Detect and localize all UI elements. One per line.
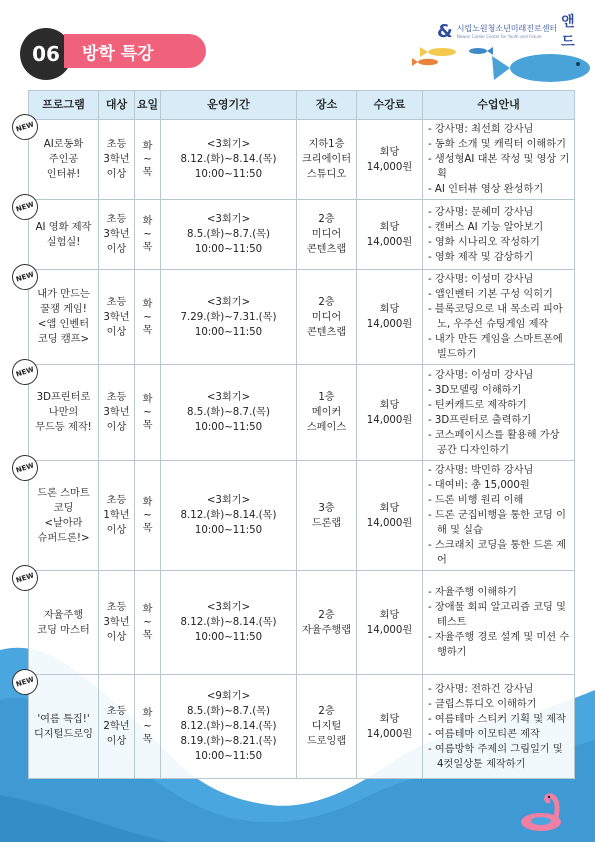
days-line: 화 bbox=[142, 604, 153, 615]
place-cell bbox=[297, 120, 357, 200]
fish-blue-small-icon bbox=[469, 47, 493, 55]
column-header: 대상 bbox=[99, 91, 135, 120]
fee-line: 14,000원 bbox=[366, 728, 413, 740]
logo-sub-text: Nowon Career Center for Youth and Future bbox=[456, 34, 542, 39]
period-cell bbox=[161, 200, 297, 270]
program-line: 디지털드로잉 bbox=[33, 728, 94, 740]
fee-line: 14,000원 bbox=[366, 236, 413, 248]
place-line: 2층 bbox=[318, 296, 335, 308]
period-line: 7.29.(화)~7.31.(목) bbox=[180, 311, 277, 323]
target-line: 이상 bbox=[106, 326, 127, 338]
days-line: ~ bbox=[143, 229, 152, 240]
info-line: - 앱인벤터 기본 구성 익히기 bbox=[428, 289, 553, 300]
page-header bbox=[0, 0, 595, 90]
program-line: 슈퍼드론!> bbox=[37, 532, 90, 544]
days-line: 목 bbox=[142, 167, 153, 178]
info-line: - 코스페이시스를 활용해 가상 공간 디자인하기 bbox=[428, 429, 560, 456]
target-line: 3학년 bbox=[103, 617, 130, 628]
table-row bbox=[29, 365, 575, 461]
table-row bbox=[29, 120, 575, 200]
days-line: 목 bbox=[142, 242, 153, 253]
fee-cell bbox=[357, 365, 423, 461]
days-line: ~ bbox=[143, 407, 152, 418]
period-cell bbox=[161, 120, 297, 200]
program-line: 3D프린터로 bbox=[36, 392, 91, 403]
fee-line: 회당 bbox=[379, 502, 400, 514]
place-line: 2층 bbox=[318, 706, 335, 717]
program-line: 꿀잼 게임! bbox=[40, 304, 87, 315]
table-row bbox=[29, 675, 575, 779]
info-line: - AI 인터뷰 영상 완성하기 bbox=[428, 184, 544, 195]
place-line: 3층 bbox=[318, 502, 335, 514]
fee-line: 14,000원 bbox=[366, 624, 413, 636]
period-line: <3회기> bbox=[206, 602, 251, 613]
info-line: - 강사명: 이성미 강사님 bbox=[428, 369, 534, 381]
program-line: 무드등 제작! bbox=[35, 422, 92, 433]
program-line: 인터뷰! bbox=[46, 169, 81, 180]
info-line: - 자율주행 이해하기 bbox=[428, 587, 517, 598]
info-line: - 내가 만든 게임을 스마트폰에 빌드하기 bbox=[428, 334, 563, 360]
program-line: 코딩 bbox=[53, 502, 74, 514]
info-line: - 강사명: 박민하 강사님 bbox=[428, 465, 534, 476]
target-line: 초등 bbox=[106, 214, 127, 225]
section-title: 방학 특강 bbox=[64, 34, 206, 68]
period-line: 10:00~11:50 bbox=[194, 244, 263, 255]
program-line: 나만의 bbox=[48, 407, 79, 418]
period-line: 8.5.(화)~8.7.(목) bbox=[187, 407, 270, 418]
new-badge: NEW bbox=[9, 190, 42, 223]
period-line: 8.12.(화)~8.14.(목) bbox=[180, 721, 277, 732]
period-line: 8.5.(화)~8.7.(목) bbox=[187, 706, 270, 717]
fee-cell bbox=[357, 571, 423, 675]
info-line: - 영화 시나리오 작성하기 bbox=[428, 236, 540, 248]
program-line: '여름 특집!' bbox=[37, 713, 90, 725]
info-line: - 여름방학 주제의 그림일기 및 4컷일상툰 제작하기 bbox=[428, 743, 563, 770]
logo-main-text: 시립노원청소년미래진로센터 bbox=[456, 24, 558, 33]
place-line: 2층 bbox=[318, 609, 335, 621]
days-line: ~ bbox=[143, 154, 152, 165]
place-cell bbox=[297, 675, 357, 779]
info-line: - 여름테마 스티커 기획 및 제작 bbox=[428, 713, 566, 725]
program-line: 드론 스마트 bbox=[37, 487, 90, 499]
fee-cell bbox=[357, 200, 423, 270]
info-line: - 장애물 회피 알고리즘 코딩 및 테스트 bbox=[428, 602, 566, 628]
info-line: - 강사명: 최선희 강사님 bbox=[428, 124, 534, 135]
target-cell bbox=[99, 120, 135, 200]
place-line: 미디어 bbox=[311, 229, 342, 240]
info-line: - 대여비: 총 15,000원 bbox=[428, 480, 530, 491]
period-cell bbox=[161, 461, 297, 571]
target-line: 초등 bbox=[106, 139, 127, 150]
target-line: 이상 bbox=[106, 632, 127, 643]
fish-blue-large-icon bbox=[492, 54, 590, 82]
target-cell bbox=[99, 675, 135, 779]
days-line: 목 bbox=[142, 420, 153, 431]
place-line: 스페이스 bbox=[306, 422, 347, 433]
info-line: - 동화 소개 및 캐릭터 이해하기 bbox=[428, 139, 566, 150]
target-line: 3학년 bbox=[103, 154, 130, 165]
program-line: <앱 인벤터 bbox=[37, 319, 90, 330]
program-cell bbox=[29, 675, 99, 779]
days-line: ~ bbox=[143, 311, 152, 323]
target-line: 이상 bbox=[106, 422, 127, 433]
info-cell bbox=[423, 675, 575, 779]
fee-cell bbox=[357, 461, 423, 571]
place-line: 자율주행랩 bbox=[301, 624, 352, 636]
info-line: - 영화 제작 및 감상하기 bbox=[428, 251, 534, 263]
period-line: <3회기> bbox=[206, 392, 251, 403]
place-line: 디지털 bbox=[311, 721, 342, 732]
place-line: 크리에이터 bbox=[301, 154, 352, 165]
days-line: 화 bbox=[142, 216, 153, 227]
days-line: 목 bbox=[142, 630, 153, 641]
place-line: 스튜디오 bbox=[306, 169, 347, 180]
period-line: 10:00~11:50 bbox=[194, 422, 263, 433]
logo-mark: & bbox=[437, 20, 453, 42]
place-cell bbox=[297, 200, 357, 270]
period-line: <3회기> bbox=[206, 495, 251, 506]
logo-name: 앤드 bbox=[561, 14, 575, 50]
period-line: 10:00~11:50 bbox=[194, 326, 263, 338]
period-line: 10:00~11:50 bbox=[194, 632, 263, 643]
place-line: 드론랩 bbox=[311, 517, 342, 529]
target-cell bbox=[99, 270, 135, 365]
period-line: 8.19.(화)~8.21.(목) bbox=[180, 736, 277, 747]
target-line: 이상 bbox=[106, 736, 127, 747]
period-line: 10:00~11:50 bbox=[194, 169, 263, 180]
info-line: - 강사명: 이성미 강사님 bbox=[428, 274, 534, 285]
program-cell bbox=[29, 200, 99, 270]
info-cell bbox=[423, 461, 575, 571]
fee-line: 회당 bbox=[379, 221, 400, 233]
program-line: 실험실! bbox=[46, 236, 81, 248]
place-line: 미디어 bbox=[311, 311, 342, 323]
target-line: 2학년 bbox=[103, 721, 130, 732]
center-logo bbox=[437, 14, 587, 50]
target-line: 초등 bbox=[106, 706, 127, 717]
target-cell bbox=[99, 365, 135, 461]
period-cell bbox=[161, 675, 297, 779]
new-badge: NEW bbox=[9, 260, 42, 293]
info-line: - 클립스튜디오 이해하기 bbox=[428, 698, 537, 710]
section-number-badge: 06 bbox=[20, 28, 72, 80]
days-line: 목 bbox=[142, 324, 153, 336]
info-cell bbox=[423, 270, 575, 365]
fee-line: 회당 bbox=[379, 146, 400, 158]
program-line: <날아라 bbox=[44, 517, 83, 529]
days-line: 화 bbox=[142, 394, 153, 405]
column-header: 수업안내 bbox=[423, 91, 575, 120]
target-line: 초등 bbox=[106, 495, 127, 506]
period-line: 10:00~11:50 bbox=[194, 751, 263, 762]
fee-line: 회당 bbox=[379, 304, 400, 315]
info-line: - 스크래치 코딩을 통한 드론 제어 bbox=[428, 540, 566, 566]
new-badge: NEW bbox=[9, 110, 42, 143]
info-line: - 캔버스 AI 기능 알아보기 bbox=[428, 221, 544, 233]
days-line: 화 bbox=[142, 141, 153, 152]
period-line: <3회기> bbox=[206, 139, 251, 150]
place-cell bbox=[297, 571, 357, 675]
target-line: 3학년 bbox=[103, 407, 130, 418]
table-header-row bbox=[29, 91, 575, 120]
info-line: - 드론 군집비행을 통한 코딩 이해 및 실습 bbox=[428, 510, 566, 536]
info-cell bbox=[423, 571, 575, 675]
place-line: 콘텐츠랩 bbox=[306, 326, 347, 338]
place-line: 지하1층 bbox=[308, 139, 345, 150]
days-line: ~ bbox=[143, 510, 152, 521]
place-line: 1층 bbox=[318, 392, 335, 403]
fee-line: 14,000원 bbox=[366, 517, 413, 529]
fee-line: 14,000원 bbox=[366, 161, 413, 173]
days-line: 화 bbox=[142, 298, 153, 310]
target-line: 이상 bbox=[106, 525, 127, 536]
days-cell bbox=[135, 120, 161, 200]
target-line: 3학년 bbox=[103, 229, 130, 240]
column-header: 장소 bbox=[297, 91, 357, 120]
column-header: 프로그램 bbox=[29, 91, 99, 120]
fee-cell bbox=[357, 675, 423, 779]
program-line: 주인공 bbox=[48, 154, 79, 165]
program-cell bbox=[29, 571, 99, 675]
period-cell bbox=[161, 270, 297, 365]
place-cell bbox=[297, 461, 357, 571]
fee-cell bbox=[357, 120, 423, 200]
target-line: 이상 bbox=[106, 169, 127, 180]
program-cell bbox=[29, 461, 99, 571]
column-header: 운영기간 bbox=[161, 91, 297, 120]
target-line: 초등 bbox=[106, 296, 127, 308]
info-line: - 강사명: 문혜미 강사님 bbox=[428, 206, 534, 218]
period-cell bbox=[161, 571, 297, 675]
period-line: 10:00~11:50 bbox=[194, 525, 263, 536]
target-cell bbox=[99, 200, 135, 270]
fee-line: 14,000원 bbox=[366, 414, 413, 426]
target-cell bbox=[99, 571, 135, 675]
table-row bbox=[29, 270, 575, 365]
days-line: 목 bbox=[142, 523, 153, 534]
period-line: <3회기> bbox=[206, 296, 251, 308]
fee-line: 회당 bbox=[379, 399, 400, 411]
place-line: 콘텐츠랩 bbox=[306, 244, 347, 255]
fish-yellow-icon bbox=[420, 47, 456, 57]
program-line: 자율주행 bbox=[43, 609, 84, 621]
program-line: AI 영화 제작 bbox=[35, 221, 92, 233]
target-cell bbox=[99, 461, 135, 571]
days-cell bbox=[135, 365, 161, 461]
fish-orange-icon bbox=[412, 58, 438, 66]
period-cell bbox=[161, 365, 297, 461]
info-line: - 3D모델링 이해하기 bbox=[428, 384, 522, 396]
target-line: 1학년 bbox=[103, 510, 130, 521]
period-line: <9회기> bbox=[206, 691, 251, 702]
fee-line: 회당 bbox=[379, 609, 400, 621]
info-line: - 틴커캐드로 제작하기 bbox=[428, 399, 527, 411]
table-row bbox=[29, 461, 575, 571]
period-line: 8.5.(화)~8.7.(목) bbox=[187, 229, 270, 240]
program-line: 코딩 마스터 bbox=[37, 624, 90, 636]
days-cell bbox=[135, 200, 161, 270]
days-cell bbox=[135, 270, 161, 365]
new-badge: NEW bbox=[9, 451, 42, 484]
program-line: 코딩 캠프> bbox=[37, 334, 90, 345]
info-line: - 드론 비행 원리 이해 bbox=[428, 495, 524, 506]
days-line: ~ bbox=[143, 721, 152, 732]
column-header: 요일 bbox=[135, 91, 161, 120]
target-line: 3학년 bbox=[103, 311, 130, 323]
table-row bbox=[29, 200, 575, 270]
flamingo-float-icon bbox=[517, 790, 565, 834]
place-line: 메이커 bbox=[311, 407, 342, 418]
fee-line: 14,000원 bbox=[366, 319, 413, 330]
days-line: 화 bbox=[142, 497, 153, 508]
info-line: - 자율주행 경로 설계 및 미션 수행하기 bbox=[428, 632, 570, 658]
period-line: 8.12.(화)~8.14.(목) bbox=[180, 510, 277, 521]
fee-line: 회당 bbox=[379, 713, 400, 725]
info-line: - 블록코딩으로 내 목소리 피아노, 우주선 슈팅게임 제작 bbox=[428, 304, 563, 330]
info-line: - 강사명: 전하건 강사님 bbox=[428, 683, 534, 695]
days-cell bbox=[135, 571, 161, 675]
program-line: AI로동화 bbox=[43, 139, 84, 150]
program-line: 내가 만드는 bbox=[37, 289, 90, 300]
target-line: 초등 bbox=[106, 392, 127, 403]
new-badge: NEW bbox=[9, 355, 42, 388]
info-cell bbox=[423, 200, 575, 270]
new-badge: NEW bbox=[9, 561, 42, 594]
new-badge: NEW bbox=[9, 665, 42, 698]
info-cell bbox=[423, 120, 575, 200]
program-cell bbox=[29, 270, 99, 365]
days-line: ~ bbox=[143, 617, 152, 628]
period-line: 8.12.(화)~8.14.(목) bbox=[180, 617, 277, 628]
days-line: 화 bbox=[142, 708, 153, 719]
program-cell bbox=[29, 120, 99, 200]
place-cell bbox=[297, 270, 357, 365]
column-header: 수강료 bbox=[357, 91, 423, 120]
table-row bbox=[29, 571, 575, 675]
target-line: 이상 bbox=[106, 244, 127, 255]
place-line: 드로잉랩 bbox=[306, 736, 347, 747]
place-line: 2층 bbox=[318, 214, 335, 225]
info-line: - 3D프린터로 출력하기 bbox=[428, 414, 532, 426]
info-cell bbox=[423, 365, 575, 461]
days-cell bbox=[135, 675, 161, 779]
target-line: 초등 bbox=[106, 602, 127, 613]
program-cell bbox=[29, 365, 99, 461]
fee-cell bbox=[357, 270, 423, 365]
period-line: <3회기> bbox=[206, 214, 251, 225]
info-line: - 여름테마 이모티콘 제작 bbox=[428, 728, 540, 740]
program-schedule-table bbox=[28, 90, 575, 779]
period-line: 8.12.(화)~8.14.(목) bbox=[180, 154, 277, 165]
days-line: 목 bbox=[142, 734, 153, 745]
days-cell bbox=[135, 461, 161, 571]
place-cell bbox=[297, 365, 357, 461]
info-line: - 생성형AI 대본 작성 및 영상 기획 bbox=[428, 154, 570, 180]
